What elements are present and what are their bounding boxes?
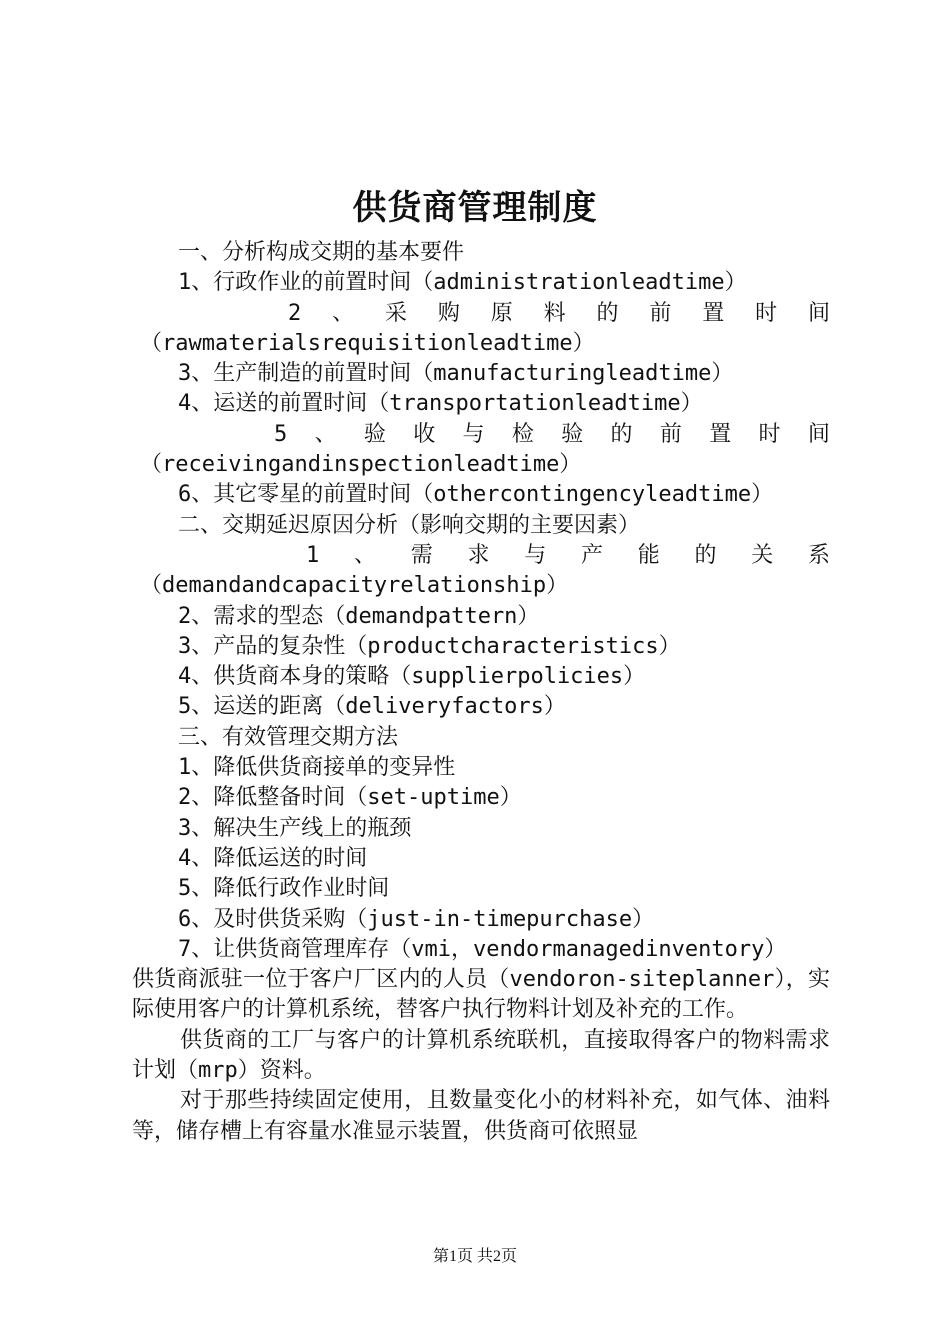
document-body — [132, 238, 830, 1147]
list-item: 2、需求的型态（demandpattern） — [178, 603, 540, 629]
list-item: 5、降低行政作业时间 — [178, 876, 390, 902]
list-item-justified: 2 、 采 购 原 料 的 前 置 时 间 — [288, 300, 830, 326]
list-item: 1、降低供货商接单的变异性 — [178, 755, 456, 781]
list-item: 1、行政作业的前置时间（administrationleadtime） — [178, 270, 747, 296]
list-item: 3、生产制造的前置时间（manufacturingleadtime） — [178, 361, 734, 387]
body-paragraph: 供货商派驻一位于客户厂区内的人员（vendoron-siteplanner），实际使用客户的计算机系统，替客户执行物料计划及补充的工作。 — [132, 967, 830, 1023]
section-heading-2: 二、交期延迟原因分析（影响交期的主要因素） — [178, 512, 641, 538]
body-paragraph: 对于那些持续固定使用，且数量变化小的材料补充，如气体、油料等，储存槽上有容量水准显示装置，供货商可依照显 — [132, 1088, 830, 1144]
section-heading-3: 三、有效管理交期方法 — [178, 724, 399, 750]
document-title: 供货商管理制度 — [352, 188, 598, 228]
list-item-continuation: （rawmaterialsrequisitionleadtime） — [140, 330, 595, 356]
list-item: 4、降低运送的时间 — [178, 845, 368, 871]
body-paragraph: 供货商的工厂与客户的计算机系统联机，直接取得客户的物料需求计划（mrp）资料。 — [132, 1027, 830, 1084]
list-item-justified: 5 、 验 收 与 检 验 的 前 置 时 间 — [274, 421, 830, 447]
list-item-continuation: （receivingandinspectionleadtime） — [140, 452, 582, 478]
page-number-footer: 第1页 共2页 — [432, 1248, 517, 1265]
list-item: 4、运送的前置时间（transportationleadtime） — [178, 391, 703, 417]
list-item: 4、供货商本身的策略（supplierpolicies） — [178, 664, 646, 690]
list-item: 7、让供货商管理库存（vmi，vendormanagedinventory） — [178, 936, 787, 962]
list-item: 3、产品的复杂性（productcharacteristics） — [178, 633, 681, 659]
list-item: 5、运送的距离（deliveryfactors） — [178, 694, 566, 720]
list-item: 2、降低整备时间（set-uptime） — [178, 785, 522, 811]
list-item-justified: 1 、 需 求 与 产 能 的 关 系 — [306, 542, 830, 568]
list-item: 3、解决生产线上的瓶颈 — [178, 815, 412, 841]
section-heading-1: 一、分析构成交期的基本要件 — [178, 240, 465, 265]
list-item-continuation: （demandandcapacityrelationship） — [140, 573, 569, 599]
list-item: 6、及时供货采购（just-in-timepurchase） — [178, 906, 655, 932]
list-item: 6、其它零星的前置时间（othercontingencyleadtime） — [178, 482, 774, 508]
